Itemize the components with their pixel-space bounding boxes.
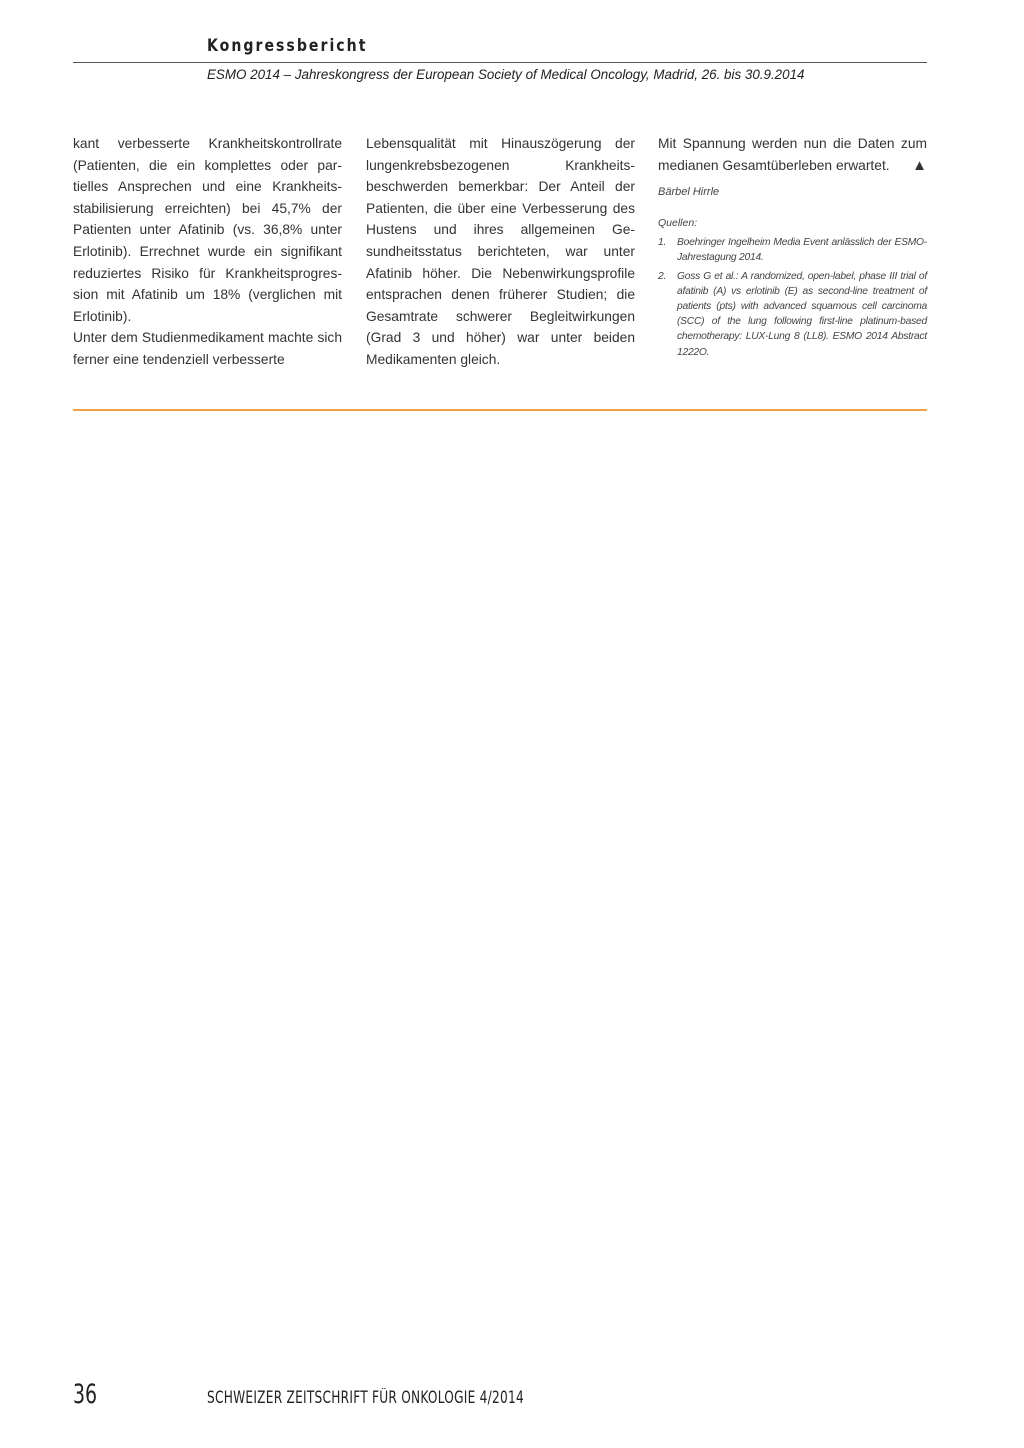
reference-number: 2.: [658, 270, 667, 282]
section-title: Kongressbericht: [207, 36, 368, 56]
references-heading: Quellen:: [658, 217, 698, 230]
header-rule: [73, 62, 927, 63]
text-column-2: [366, 133, 635, 371]
author-name: Bärbel Hirrle: [658, 186, 720, 199]
reference-text: Goss G et al.: A randomized, open-label, phase III trial of afatinib (A) vs erlotinib (E) as second-line treatment of patients (pts) with advanced squamous cell carcinoma (SCC) of the lung following first-line platinum-based chemotherapy: LUX-Lung 8 (LL8). ESMO 2014 Abstract 1222O.: [677, 270, 927, 358]
paragraph: Unter dem Studienmedikament machte sich ferner eine tendenziell verbesserte: [73, 330, 342, 367]
journal-title: SCHWEIZER ZEITSCHRIFT FÜR ONKOLOGIE 4/2014: [207, 1388, 524, 1407]
article-subtitle: ESMO 2014 – Jahreskongress der European Society of Medical Oncology, Madrid, 26. bis 30.9.2014: [207, 67, 805, 82]
reference-number: 1.: [658, 237, 667, 249]
paragraph: Lebensqualität mit Hinauszögerung der lungenkrebsbezogenen Krankheitsbeschwerden bemerkbar: Der Anteil der Patienten, die über eine Verbesserung des Hustens und ihres allgemeinen Gesundheitsstatus berichteten, war unter Afatinib höher. Die Nebenwirkungsprofile entsprachen denen früherer Studien; die Gesamtrate schwerer Begleitwirkungen (Grad 3 und höher) war unter beiden Medikamenten gleich.: [366, 136, 635, 367]
text-column-3: [658, 133, 927, 363]
reference-item: [658, 269, 927, 360]
paragraph-text: Mit Spannung werden nun die Daten zum medianen Gesamtüberleben erwartet.: [658, 136, 927, 173]
end-of-article-triangle-icon: ▲: [912, 156, 927, 174]
reference-item: [658, 235, 927, 265]
references-list: [658, 235, 927, 360]
page-number: 36: [73, 1379, 98, 1410]
paragraph: [658, 133, 927, 176]
section-end-rule: [73, 409, 927, 411]
paragraph: kant verbesserte Krankheitskontrollrate (Patienten, die ein komplettes oder partielles Ansprechen und eine Krankheitsstabilisierung erreichten) bei 45,7% der Patienten unter Afatinib (vs. 36,8% unter Erlotinib). Errechnet wurde ein signifikant reduziertes Risiko für Krankheitsprogression mit Afatinib um 18% (verglichen mit Erlotinib).: [73, 136, 342, 324]
reference-text: Boehringer Ingelheim Media Event anlässlich der ESMO-Jahrestagung 2014.: [677, 237, 927, 264]
text-column-1: [73, 133, 342, 371]
